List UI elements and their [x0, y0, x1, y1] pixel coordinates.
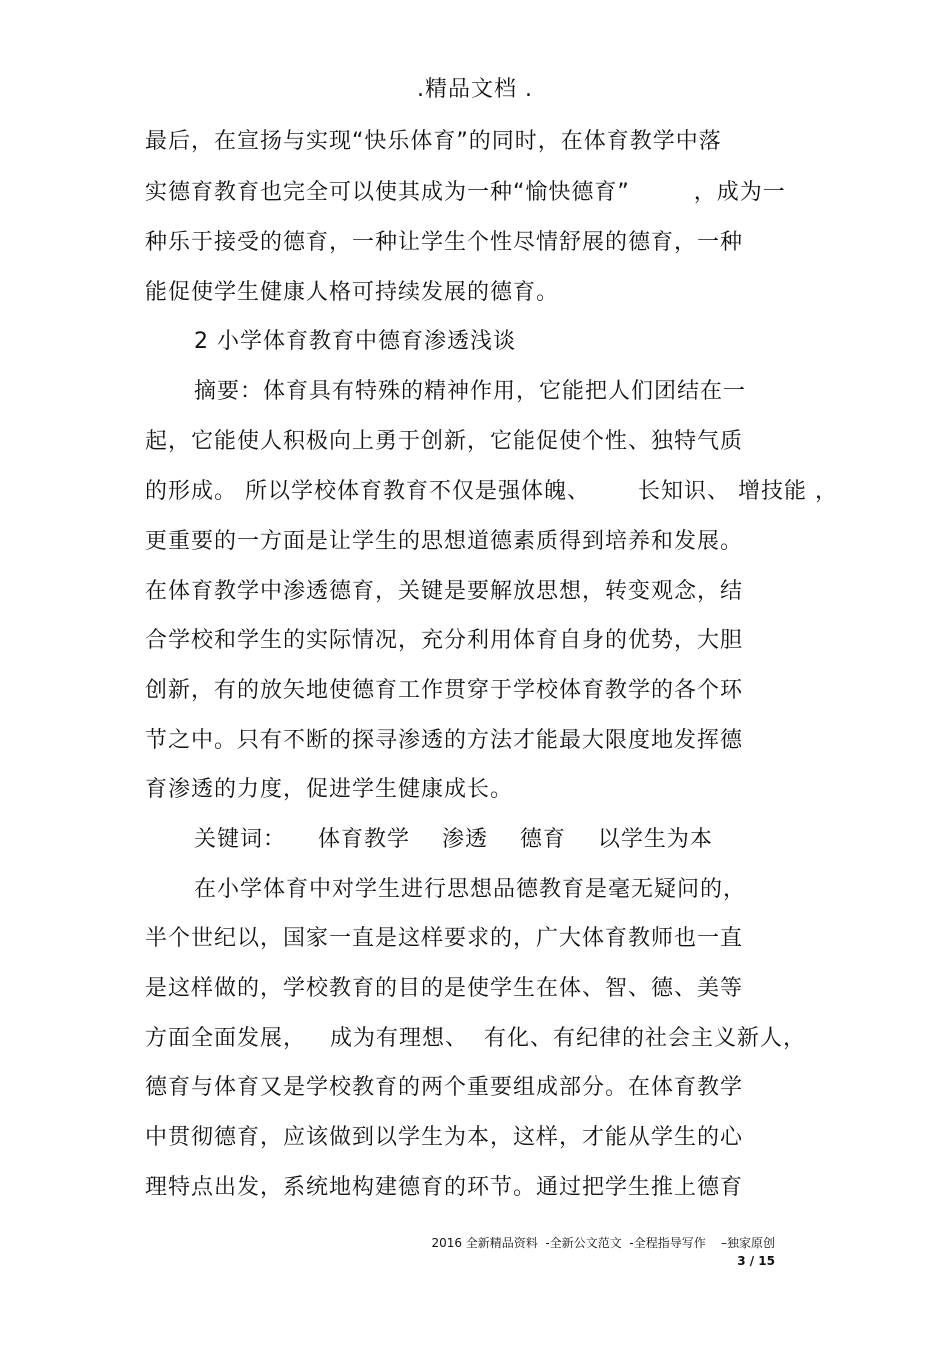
text-line: 在体育教学中渗透德育，关键是要解放思想，转变观念，结: [145, 579, 744, 604]
text-line: 半个世纪以，国家一直是这样要求的，广大体育教师也一直: [145, 926, 744, 951]
text-line: 方面全面发展， 成为有理想、 有化、有纪律的社会主义新人，: [145, 1026, 806, 1051]
text-line: 在小学体育中对学生进行思想品德教育是毫无疑问的，: [194, 877, 747, 902]
text-line: 实德育教育也完全可以使其成为一种“愉快德育” ，成为一: [145, 180, 786, 205]
section-heading: 2 小学体育教育中德育渗透浅谈: [194, 329, 516, 354]
text-line: 摘要：体育具有特殊的精神作用，它能把人们团结在一: [194, 379, 747, 404]
text-line: 育渗透的力度，促进学生健康成长。: [145, 777, 514, 802]
text-line: 更重要的一方面是让学生的思想道德素质得到培养和发展。: [145, 529, 744, 554]
text-line: 理特点出发，系统地构建德育的环节。通过把学生推上德育: [145, 1175, 744, 1200]
text-line: 节之中。只有不断的探寻渗透的方法才能最大限度地发挥德: [145, 728, 744, 753]
keywords-line: 关键词： 体育教学 渗透 德育 以学生为本: [194, 827, 713, 852]
footer-text: 2016 全新精品资料 -全新公文范文 -全程指导写作 –独家原创: [431, 1236, 775, 1250]
page-header: .精品文档 .: [417, 77, 533, 102]
text-line: 最后，在宣扬与实现“快乐体育”的同时，在体育教学中落: [145, 129, 722, 154]
text-line: 种乐于接受的德育，一种让学生个性尽情舒展的德育，一种: [145, 230, 744, 255]
text-line: 中贯彻德育，应该做到以学生为本，这样，才能从学生的心: [145, 1125, 744, 1150]
text-line: 的形成。 所以学校体育教育不仅是强体魄、 长知识、 增技能 ，: [145, 479, 838, 504]
text-line: 是这样做的，学校教育的目的是使学生在体、智、德、美等: [145, 976, 744, 1001]
text-line: 合学校和学生的实际情况，充分利用体育自身的优势，大胆: [145, 628, 744, 653]
text-line: 起，它能使人积极向上勇于创新，它能促使个性、独特气质: [145, 429, 744, 454]
text-line: 德育与体育又是学校教育的两个重要组成部分。在体育教学: [145, 1075, 744, 1100]
text-line: 创新，有的放矢地使德育工作贯穿于学校体育教学的各个环: [145, 678, 744, 703]
text-line: 能促使学生健康人格可持续发展的德育。: [145, 280, 560, 305]
page-number: 3 / 15: [737, 1254, 775, 1268]
